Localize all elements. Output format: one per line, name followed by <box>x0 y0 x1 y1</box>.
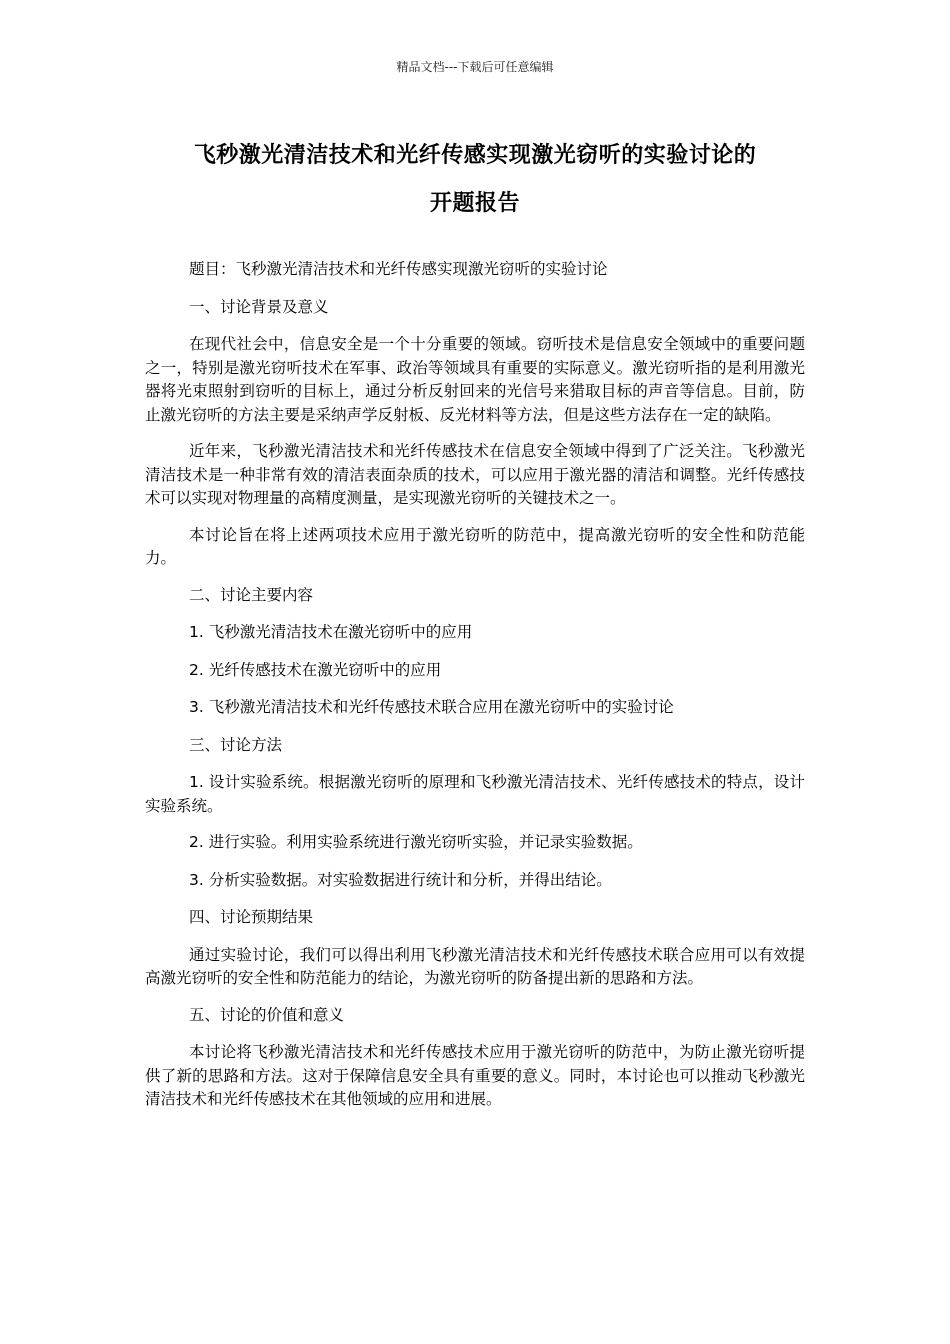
list-item: 1. 设计实验系统。根据激光窃听的原理和飞秒激光清洁技术、光纤传感技术的特点，设计实验系统。 <box>145 773 805 815</box>
paragraph: 本讨论旨在将上述两项技术应用于激光窃听的防范中，提高激光窃听的安全性和防范能力。 <box>145 525 805 567</box>
subject-line: 题目：飞秒激光清洁技术和光纤传感实现激光窃听的实验讨论 <box>189 260 608 278</box>
page-header: 精品文档---下载后可任意编辑 <box>396 60 554 74</box>
paragraph: 近年来，飞秒激光清洁技术和光纤传感技术在信息安全领域中得到了广泛关注。飞秒激光清洁技术是一种非常有效的清洁表面杂质的技术，可以应用于激光器的清洁和调整。光纤传感技术可以实现对物理量的高精度测量，是实现激光窃听的关键技术之一。 <box>145 442 805 507</box>
paragraph: 通过实验讨论，我们可以得出利用飞秒激光清洁技术和光纤传感技术联合应用可以有效提高激光窃听的安全性和防范能力的结论，为激光窃听的防备提出新的思路和方法。 <box>145 945 805 987</box>
paragraph: 本讨论将飞秒激光清洁技术和光纤传感技术应用于激光窃听的防范中，为防止激光窃听提供了新的思路和方法。这对于保障信息安全具有重要的意义。同时，本讨论也可以推动飞秒激光清洁技术和光纤传感技术在其他领域的应用和进展。 <box>145 1043 805 1108</box>
list-item: 3. 分析实验数据。对实验数据进行统计和分析，并得出结论。 <box>189 870 612 889</box>
section-heading-content: 二、讨论主要内容 <box>189 585 314 604</box>
list-item: 3. 飞秒激光清洁技术和光纤传感技术联合应用在激光窃听中的实验讨论 <box>189 698 674 716</box>
section-heading-expected-results: 四、讨论预期结果 <box>189 908 314 926</box>
document-body <box>145 258 805 1125</box>
list-item: 1. 飞秒激光清洁技术在激光窃听中的应用 <box>189 623 473 641</box>
paragraph: 在现代社会中，信息安全是一个十分重要的领域。窃听技术是信息安全领域中的重要问题之一，特别是激光窃听技术在军事、政治等领域具有重要的实际意义。激光窃听指的是利用激光器将光束照射到窃听的目标上，通过分析反射回来的光信号来猎取目标的声音等信息。目前，防止激光窃听的方法主要是采纳声学反射板、反光材料等方法，但是这些方法存在一定的缺陷。 <box>145 335 805 424</box>
list-item: 2. 进行实验。利用实验系统进行激光窃听实验，并记录实验数据。 <box>189 833 643 851</box>
section-heading-value: 五、讨论的价值和意义 <box>189 1005 345 1024</box>
document-title-line-1: 飞秒激光清洁技术和光纤传感实现激光窃听的实验讨论的 <box>193 143 757 168</box>
section-heading-method: 三、讨论方法 <box>189 735 283 754</box>
section-heading-background: 一、讨论背景及意义 <box>189 297 329 316</box>
document-title-line-2: 开题报告 <box>429 191 520 216</box>
list-item: 2. 光纤传感技术在激光窃听中的应用 <box>189 660 442 679</box>
